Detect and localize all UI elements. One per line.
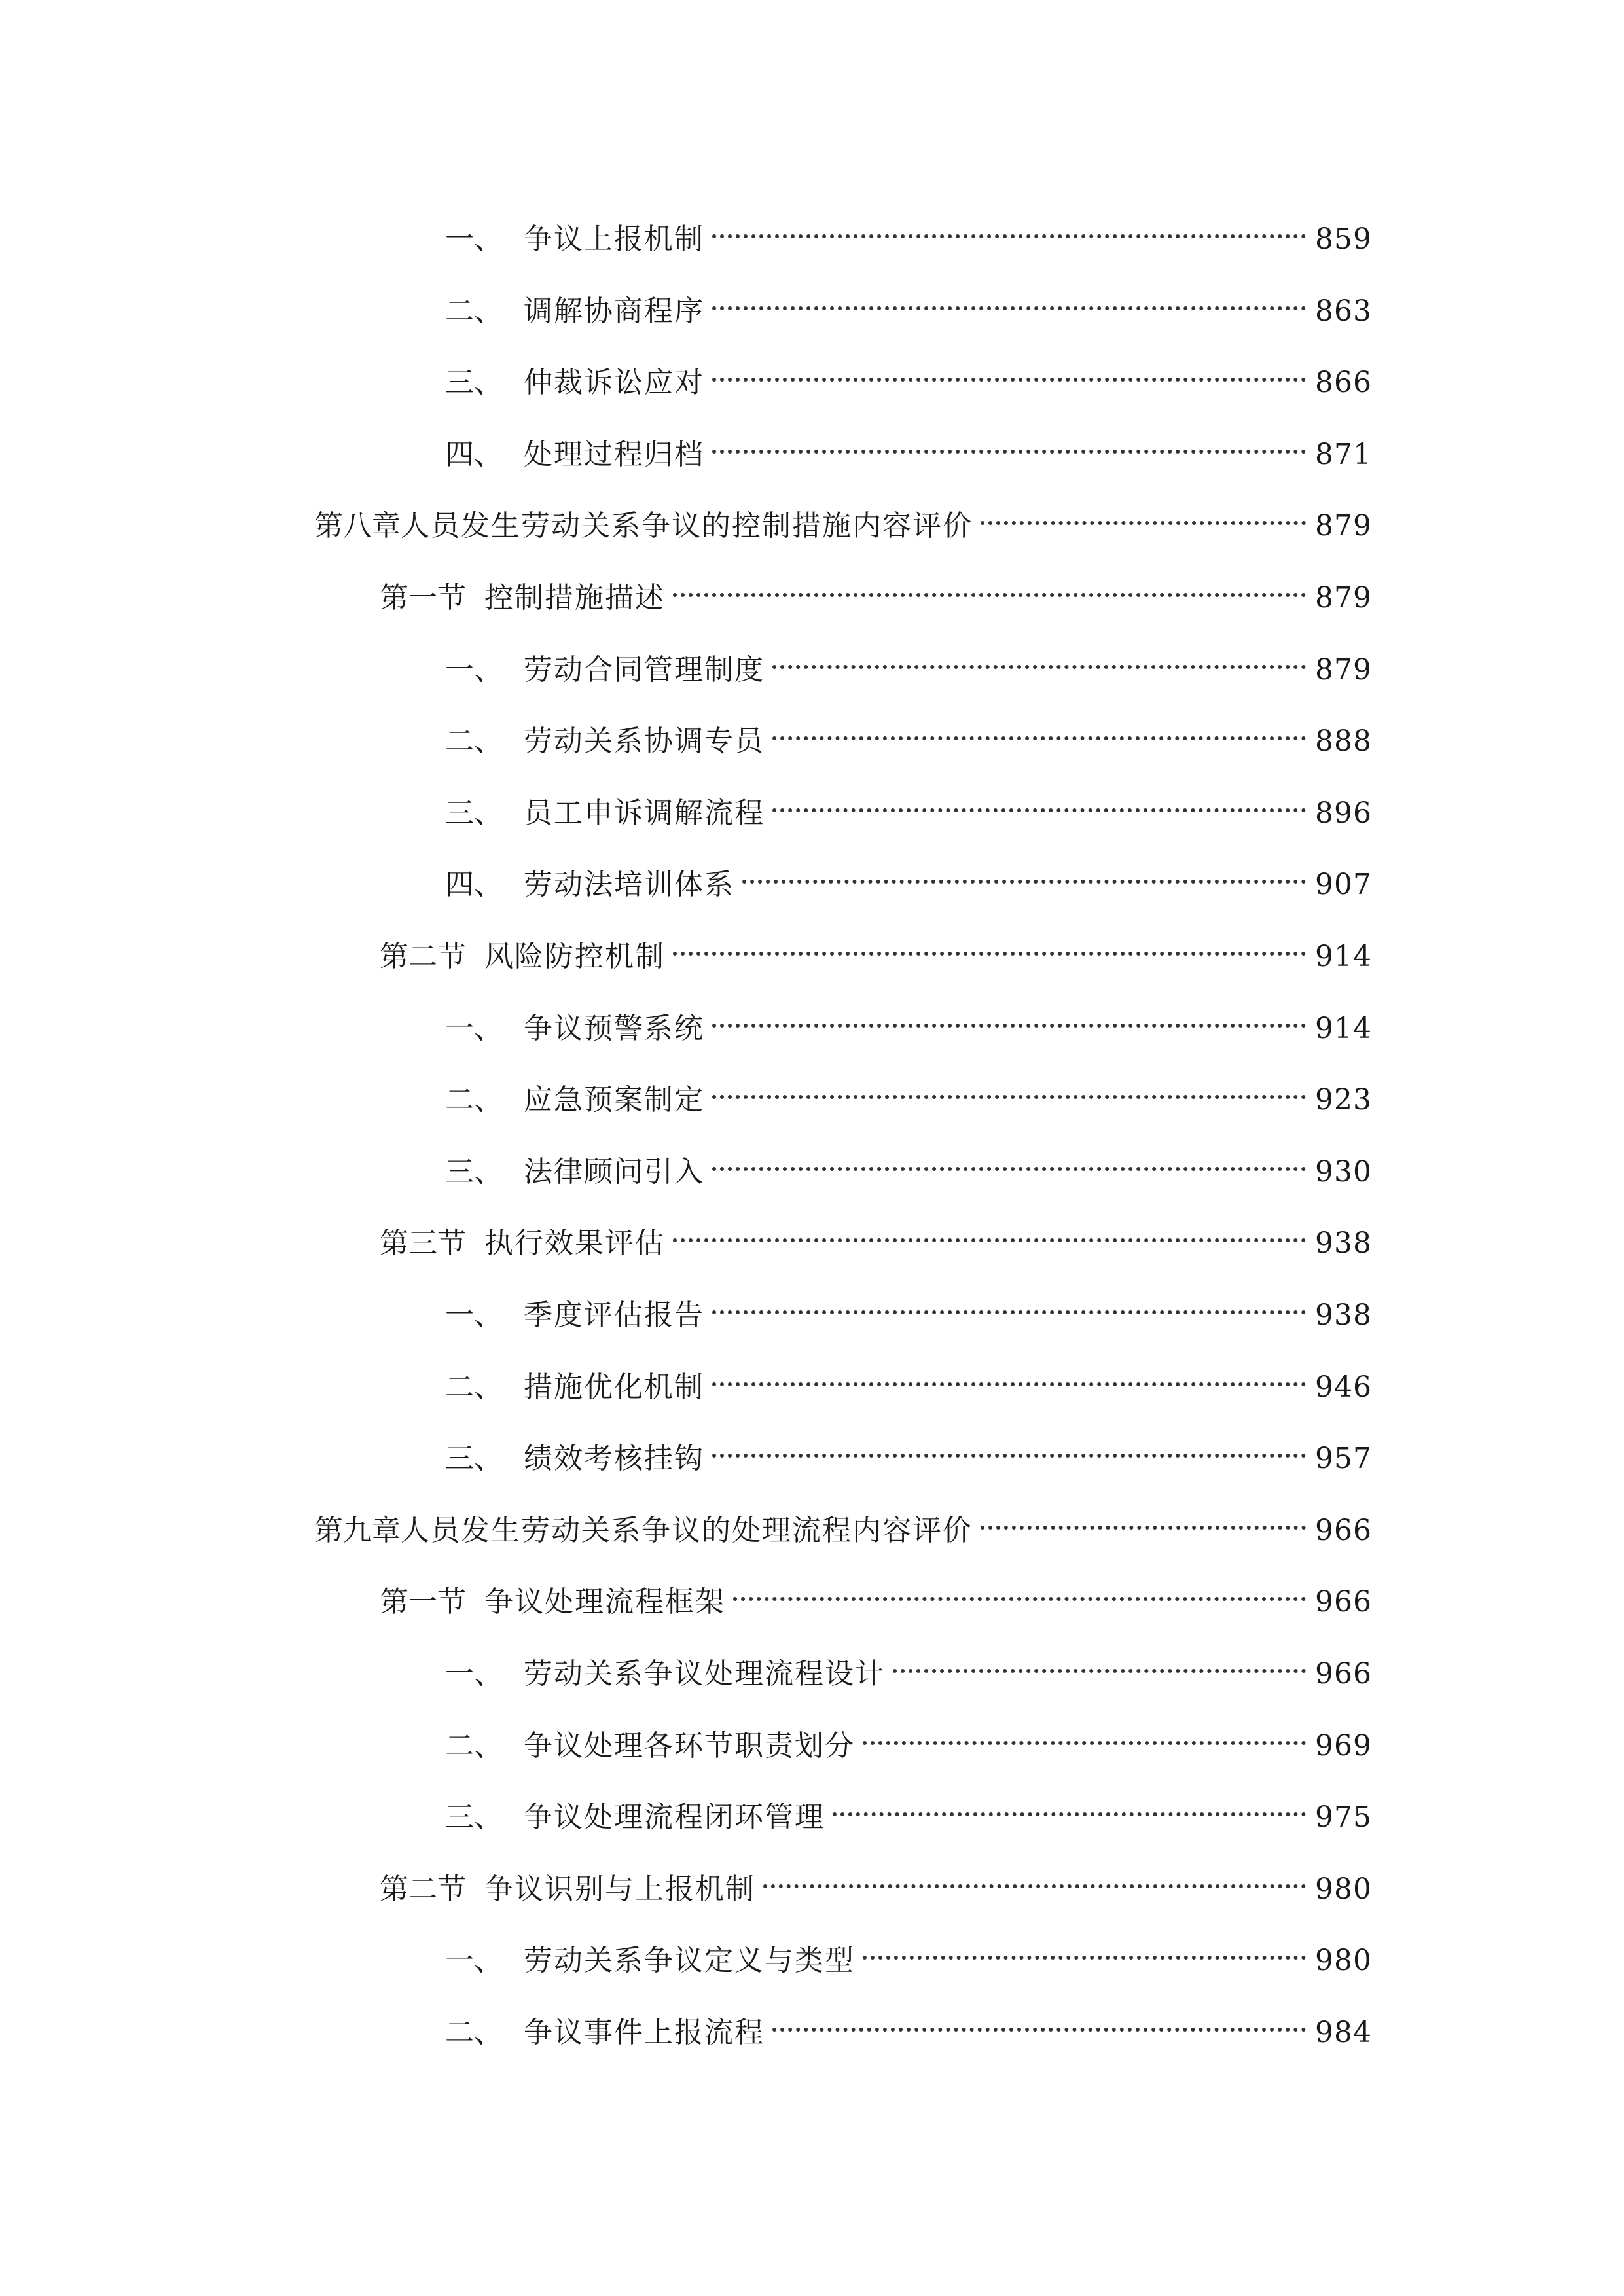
- toc-subsection-entry[interactable]: [445, 705, 1372, 759]
- toc-entry-title: 劳动关系争议定义与类型: [524, 1944, 855, 1978]
- toc-page-number: 896: [1315, 796, 1372, 830]
- toc-entry-title: 争议识别与上报机制: [484, 1872, 755, 1906]
- dot-leader: [763, 1853, 1306, 1899]
- dot-leader: [712, 1136, 1306, 1181]
- dot-leader: [712, 1351, 1306, 1397]
- toc-subsection-entry[interactable]: [445, 1924, 1372, 1978]
- toc-entry-title: 调解协商程序: [524, 294, 704, 328]
- toc-page-number: 888: [1315, 725, 1372, 759]
- toc-entry-title: 仲裁诉讼应对: [524, 366, 704, 400]
- toc-entry-number: 二、: [445, 2016, 503, 2049]
- toc-subsection-entry[interactable]: [445, 1136, 1372, 1189]
- toc-entry-number: 第八章: [314, 509, 401, 543]
- toc-page-number: 966: [1315, 1585, 1372, 1619]
- toc-page-number: 879: [1315, 581, 1372, 615]
- toc-page-number: 980: [1315, 1872, 1372, 1906]
- toc-entry-number: 三、: [445, 796, 503, 830]
- toc-entry-number: 三、: [445, 366, 503, 400]
- toc-entry-title: 法律顾问引入: [524, 1155, 704, 1189]
- toc-entry-title: 人员发生劳动关系争议的处理流程内容评价: [401, 1513, 973, 1547]
- dot-leader: [772, 705, 1306, 751]
- toc-entry-title: 争议事件上报流程: [524, 2016, 765, 2049]
- toc-subsection-entry[interactable]: [445, 275, 1372, 328]
- toc-subsection-entry[interactable]: [445, 1638, 1372, 1691]
- toc-page-number: 871: [1315, 437, 1372, 471]
- toc-entry-number: 第九章: [314, 1513, 401, 1547]
- dot-leader: [712, 418, 1306, 464]
- toc-page-number: 966: [1315, 1513, 1372, 1547]
- toc-page-number: 866: [1315, 366, 1372, 400]
- toc-page-number: 914: [1315, 940, 1372, 973]
- dot-leader: [833, 1781, 1306, 1827]
- toc-entry-number: 第一节: [380, 1585, 466, 1619]
- toc-entry-number: 三、: [445, 1801, 503, 1835]
- toc-page-number: 980: [1315, 1944, 1372, 1978]
- dot-leader: [712, 203, 1306, 249]
- toc-page-number: 938: [1315, 1227, 1372, 1261]
- toc-entry-number: 一、: [445, 223, 503, 256]
- dot-leader: [673, 1207, 1306, 1253]
- toc-page-number: 879: [1315, 653, 1372, 687]
- toc-subsection-entry[interactable]: [445, 346, 1372, 400]
- dot-leader: [712, 992, 1306, 1038]
- toc-entry-title: 措施优化机制: [524, 1370, 704, 1404]
- toc-entry-title: 应急预案制定: [524, 1083, 704, 1117]
- dot-leader: [712, 1279, 1306, 1325]
- toc-entry-title: 人员发生劳动关系争议的控制措施内容评价: [401, 509, 973, 543]
- toc-page-number: 966: [1315, 1657, 1372, 1691]
- toc-page-number: 938: [1315, 1299, 1372, 1332]
- toc-entry-number: 二、: [445, 1370, 503, 1404]
- dot-leader: [733, 1566, 1306, 1611]
- toc-page-number: 975: [1315, 1801, 1372, 1835]
- toc-section-entry[interactable]: [380, 1566, 1372, 1619]
- dot-leader: [981, 490, 1306, 535]
- toc-entry-number: 二、: [445, 725, 503, 759]
- dot-leader: [712, 346, 1306, 392]
- toc-section-entry[interactable]: [380, 1853, 1372, 1906]
- toc-entry-number: 一、: [445, 653, 503, 687]
- toc-subsection-entry[interactable]: [445, 1710, 1372, 1763]
- toc-page-number: 969: [1315, 1729, 1372, 1763]
- toc-page-number: 930: [1315, 1155, 1372, 1189]
- toc-entry-title: 风险防控机制: [484, 940, 665, 973]
- toc-section-entry[interactable]: [380, 1207, 1372, 1261]
- toc-subsection-entry[interactable]: [445, 418, 1372, 471]
- toc-entry-number: 四、: [445, 868, 503, 902]
- toc-entry-number: 一、: [445, 1299, 503, 1332]
- toc-entry-title: 绩效考核挂钩: [524, 1442, 704, 1476]
- dot-leader: [673, 562, 1306, 607]
- toc-subsection-entry[interactable]: [445, 634, 1372, 687]
- toc-page-number: 957: [1315, 1442, 1372, 1476]
- toc-subsection-entry[interactable]: [445, 1064, 1372, 1117]
- toc-entry-number: 三、: [445, 1155, 503, 1189]
- toc-page-number: 914: [1315, 1011, 1372, 1045]
- toc-subsection-entry[interactable]: [445, 1279, 1372, 1332]
- toc-entry-number: 三、: [445, 1442, 503, 1476]
- toc-subsection-entry[interactable]: [445, 1996, 1372, 2049]
- toc-entry-number: 二、: [445, 1729, 503, 1763]
- dot-leader: [712, 275, 1306, 321]
- toc-entry-number: 第三节: [380, 1227, 466, 1261]
- toc-entry-title: 争议处理各环节职责划分: [524, 1729, 855, 1763]
- toc-entry-title: 季度评估报告: [524, 1299, 704, 1332]
- toc-page-number: 984: [1315, 2016, 1372, 2049]
- dot-leader: [863, 1924, 1306, 1970]
- toc-entry-title: 劳动关系协调专员: [524, 725, 765, 759]
- dot-leader: [673, 920, 1306, 966]
- toc-entry-number: 四、: [445, 437, 503, 471]
- dot-leader: [893, 1638, 1306, 1683]
- toc-entry-title: 员工申诉调解流程: [524, 796, 765, 830]
- toc-page-number: 863: [1315, 294, 1372, 328]
- dot-leader: [742, 848, 1306, 894]
- toc-page-number: 923: [1315, 1083, 1372, 1117]
- toc-entry-number: 第二节: [380, 1872, 466, 1906]
- dot-leader: [772, 777, 1306, 823]
- dot-leader: [981, 1494, 1306, 1540]
- toc-entry-title: 处理过程归档: [524, 437, 704, 471]
- toc-page-number: 859: [1315, 223, 1372, 256]
- toc-entry-title: 争议处理流程闭环管理: [524, 1801, 825, 1835]
- toc-entry-title: 争议处理流程框架: [484, 1585, 725, 1619]
- toc-entry-title: 争议预警系统: [524, 1011, 704, 1045]
- toc-subsection-entry[interactable]: [445, 1351, 1372, 1404]
- dot-leader: [712, 1422, 1306, 1468]
- toc-page-number: 946: [1315, 1370, 1372, 1404]
- toc-section-entry[interactable]: [380, 920, 1372, 973]
- dot-leader: [772, 1996, 1306, 2042]
- toc-subsection-entry[interactable]: [445, 203, 1372, 256]
- toc-subsection-entry[interactable]: [445, 1422, 1372, 1476]
- toc-page-number: 879: [1315, 509, 1372, 543]
- toc-entry-number: 第一节: [380, 581, 466, 615]
- toc-page-number: 907: [1315, 868, 1372, 902]
- dot-leader: [772, 634, 1306, 679]
- toc-entry-number: 二、: [445, 1083, 503, 1117]
- toc-entry-number: 一、: [445, 1657, 503, 1691]
- toc-entry-number: 一、: [445, 1944, 503, 1978]
- toc-entry-number: 一、: [445, 1011, 503, 1045]
- toc-entry-title: 控制措施描述: [484, 581, 665, 615]
- toc-entry-title: 劳动关系争议处理流程设计: [524, 1657, 885, 1691]
- toc-entry-title: 执行效果评估: [484, 1227, 665, 1261]
- toc-section-entry[interactable]: [380, 562, 1372, 615]
- toc-entry-title: 争议上报机制: [524, 223, 704, 256]
- toc-entry-title: 劳动法培训体系: [524, 868, 734, 902]
- toc-chapter-entry[interactable]: [314, 490, 1372, 543]
- dot-leader: [863, 1710, 1306, 1755]
- dot-leader: [712, 1064, 1306, 1109]
- toc-subsection-entry[interactable]: [445, 777, 1372, 830]
- toc-entry-title: 劳动合同管理制度: [524, 653, 765, 687]
- toc-subsection-entry[interactable]: [445, 1781, 1372, 1835]
- toc-entry-number: 第二节: [380, 940, 466, 973]
- toc-subsection-entry[interactable]: [445, 992, 1372, 1045]
- toc-subsection-entry[interactable]: [445, 848, 1372, 902]
- toc-entry-number: 二、: [445, 294, 503, 328]
- toc-chapter-entry[interactable]: [314, 1494, 1372, 1547]
